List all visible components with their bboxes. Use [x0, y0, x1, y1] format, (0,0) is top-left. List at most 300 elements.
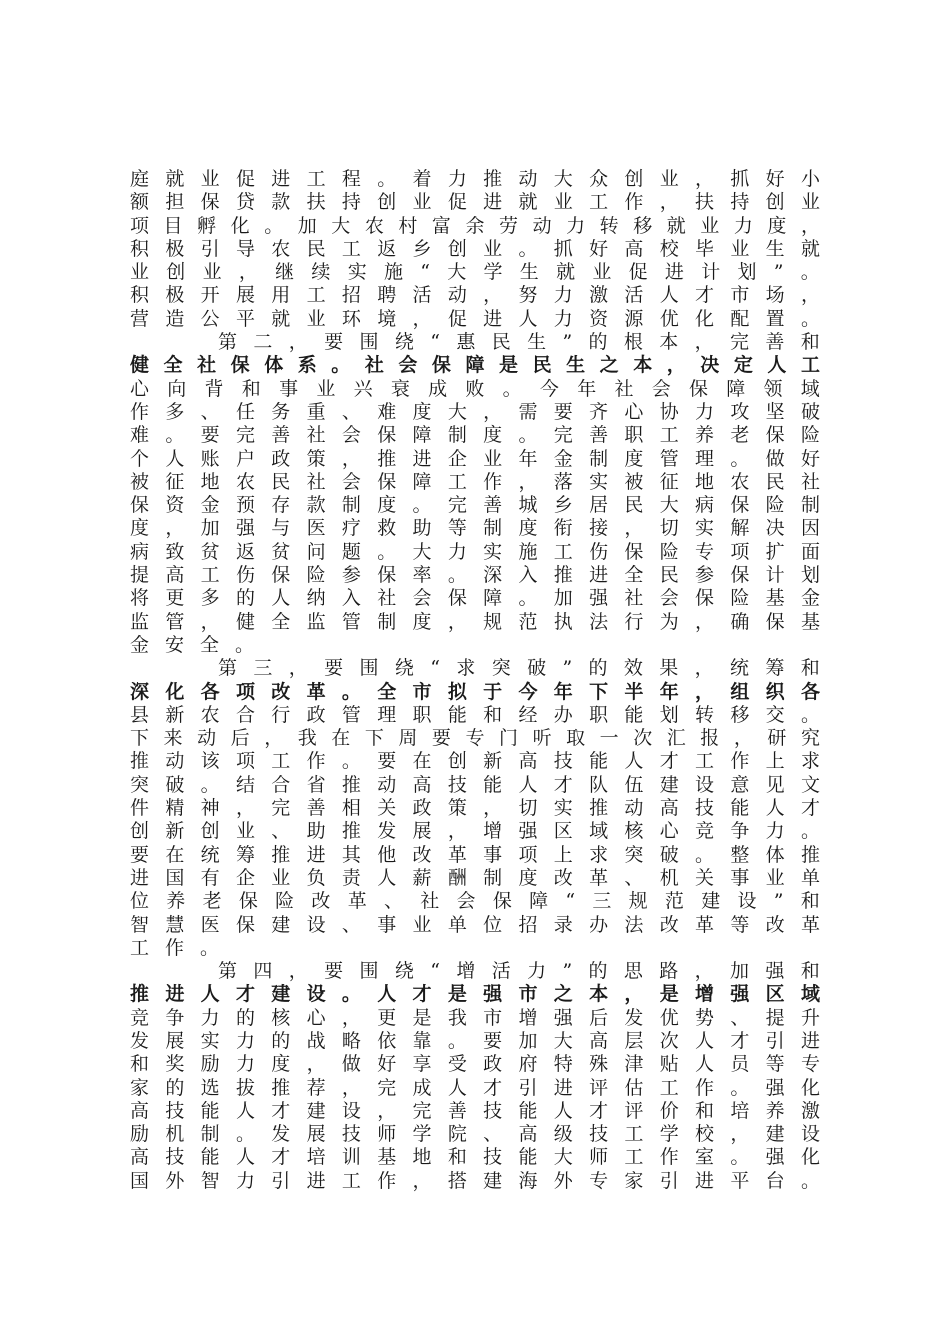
character: 技	[165, 1146, 185, 1169]
character: 本	[633, 354, 653, 377]
character: 健	[130, 354, 150, 377]
character: 改	[412, 843, 432, 866]
character: 的	[271, 1029, 291, 1052]
character: 造	[165, 307, 185, 330]
character: 全	[377, 680, 397, 703]
character: 业	[412, 913, 432, 936]
character: 开	[200, 284, 220, 307]
character: 促	[447, 307, 467, 330]
character: 政	[412, 797, 432, 820]
character: 实	[695, 517, 715, 540]
character: 题	[341, 540, 361, 563]
character: 动	[197, 727, 217, 750]
character: 攻	[730, 400, 750, 423]
character: 保	[730, 494, 750, 517]
character: 整	[730, 843, 750, 866]
character: 继	[275, 261, 295, 284]
character: 体	[264, 354, 284, 377]
character: 工	[341, 1169, 361, 1192]
character: 的	[588, 657, 608, 680]
character: 力	[527, 960, 547, 983]
character: 次	[633, 727, 653, 750]
character: 职	[624, 424, 644, 447]
character: 、	[341, 400, 361, 423]
character: 合	[235, 703, 255, 726]
character: 建	[765, 1123, 785, 1146]
character: 励	[130, 1123, 150, 1146]
character: 促	[235, 168, 255, 190]
character: 度	[412, 400, 432, 423]
character: 单	[447, 913, 467, 936]
character: 能	[200, 1099, 220, 1122]
character: 破	[527, 657, 547, 680]
character: 化	[165, 680, 185, 703]
character: 为	[659, 610, 679, 633]
character: 件	[130, 797, 150, 820]
character: 完	[447, 494, 467, 517]
character: 高	[518, 750, 538, 773]
character: 转	[695, 703, 715, 726]
character: 好	[589, 237, 609, 260]
character: 单	[800, 866, 820, 889]
character: ，	[695, 610, 715, 633]
character: 国	[165, 866, 185, 889]
character: 事	[377, 913, 397, 936]
character: 作	[659, 1146, 679, 1169]
character: 保	[447, 587, 467, 610]
character: 一	[599, 727, 619, 750]
character: 制	[483, 866, 503, 889]
character: 社	[197, 354, 217, 377]
character: 突	[624, 843, 644, 866]
character: 抓	[730, 168, 750, 190]
character: ，	[264, 727, 284, 750]
character: 意	[730, 773, 750, 796]
character: 进	[589, 564, 609, 587]
character: 设	[800, 1123, 820, 1146]
character: 贴	[659, 1053, 679, 1076]
character: 度	[412, 610, 432, 633]
character: 。	[331, 354, 351, 377]
character: ，	[288, 657, 308, 680]
character: 核	[271, 1006, 291, 1029]
character: 培	[306, 1146, 326, 1169]
character: 做	[765, 447, 785, 470]
character: 技	[553, 750, 573, 773]
character: 管	[341, 610, 361, 633]
character: 需	[518, 400, 538, 423]
character: 完	[730, 331, 750, 354]
character: 任	[235, 400, 255, 423]
character: 业	[412, 191, 432, 214]
text-line	[130, 727, 820, 750]
character: 扩	[765, 540, 785, 563]
paragraph-heading-line	[130, 657, 820, 680]
character: 策	[447, 797, 467, 820]
character: 就	[800, 237, 820, 260]
character: 保	[730, 564, 750, 587]
character: 交	[765, 703, 785, 726]
character: 。	[200, 936, 220, 959]
character: ，	[694, 960, 714, 983]
character: 技	[695, 797, 715, 820]
character: 。	[341, 750, 361, 773]
character: “	[430, 331, 440, 354]
character: 今	[518, 680, 538, 703]
character: 本	[659, 331, 679, 354]
character: 促	[447, 191, 467, 214]
character: 展	[235, 284, 255, 307]
text-line	[130, 750, 820, 773]
character: 、	[383, 890, 403, 913]
character: 结	[235, 773, 255, 796]
character: 导	[235, 237, 255, 260]
character: 生	[765, 237, 785, 260]
character: 制	[800, 494, 820, 517]
character: 改	[553, 866, 573, 889]
character: 度	[518, 866, 538, 889]
character: ，	[730, 1123, 750, 1146]
character: 场	[765, 284, 785, 307]
character: 关	[695, 866, 715, 889]
character: 市	[412, 680, 432, 703]
character: 制	[200, 1123, 220, 1146]
character: 建	[271, 913, 291, 936]
character: 文	[800, 773, 820, 796]
character: 扶	[306, 191, 326, 214]
character: 组	[730, 680, 750, 703]
character: 就	[518, 191, 538, 214]
character: 项	[235, 680, 255, 703]
character: “	[430, 657, 440, 680]
character: 全	[163, 354, 183, 377]
character: ，	[695, 168, 715, 190]
character: 动	[624, 797, 644, 820]
character: 社	[624, 587, 644, 610]
text-line	[130, 284, 820, 307]
character: 强	[483, 983, 503, 1006]
character: 源	[624, 307, 644, 330]
character: 升	[800, 1006, 820, 1029]
character: 人	[553, 1099, 573, 1122]
character: 战	[306, 1029, 326, 1052]
character: 管	[659, 447, 679, 470]
character: 要	[200, 424, 220, 447]
character: 因	[800, 517, 820, 540]
character: 事	[483, 843, 503, 866]
character: 业	[271, 866, 291, 889]
character: 师	[589, 1146, 609, 1169]
character: 相	[341, 797, 361, 820]
character: 破	[165, 773, 185, 796]
character: 项	[130, 214, 150, 237]
character: 贫	[271, 540, 291, 563]
character: 人	[518, 307, 538, 330]
character: 社	[420, 890, 440, 913]
character: 险	[306, 564, 326, 587]
character: 活	[491, 960, 511, 983]
character: 好	[800, 447, 820, 470]
character: 会	[398, 354, 418, 377]
character: 存	[271, 494, 291, 517]
character: 理	[377, 703, 397, 726]
character: 进	[165, 983, 185, 1006]
character: 围	[359, 331, 379, 354]
character: 县	[130, 703, 150, 726]
character: 实	[589, 470, 609, 493]
character: 发	[624, 1006, 644, 1029]
character: 争	[165, 1006, 185, 1029]
character: 人	[765, 797, 785, 820]
character: 社	[377, 587, 397, 610]
character: 力	[200, 1006, 220, 1029]
character: 精	[165, 797, 185, 820]
character: ，	[341, 1076, 361, 1099]
character: 保	[624, 540, 644, 563]
character: 度	[377, 494, 397, 517]
character: 发	[271, 1123, 291, 1146]
character: 返	[235, 540, 255, 563]
character: 大	[412, 540, 432, 563]
character: 大	[553, 168, 573, 190]
character: 革	[347, 890, 367, 913]
character: 安	[165, 633, 185, 656]
character: 提	[130, 564, 150, 587]
character: 民	[659, 564, 679, 587]
character: 统	[200, 843, 220, 866]
character: 工	[659, 424, 679, 447]
character: 额	[130, 191, 150, 214]
character: 的	[235, 1006, 255, 1029]
paragraph-end-line	[130, 937, 820, 960]
character: 能	[447, 703, 467, 726]
character: 度	[518, 517, 538, 540]
character: 进	[800, 1029, 820, 1052]
character: 新	[165, 820, 185, 843]
character: 善	[306, 797, 326, 820]
character: 大	[331, 214, 351, 237]
character: 要	[553, 400, 573, 423]
character: ”	[562, 960, 573, 983]
character: 计	[765, 564, 785, 587]
character: 改	[659, 913, 679, 936]
character: 善	[483, 494, 503, 517]
character: 创	[377, 191, 397, 214]
character: 助	[412, 517, 432, 540]
character: 动	[377, 773, 397, 796]
character: 机	[165, 1123, 185, 1146]
character: 病	[130, 540, 150, 563]
character: 设	[737, 890, 757, 913]
character: 级	[553, 1123, 573, 1146]
text-line	[130, 308, 820, 331]
character: 高	[518, 1123, 538, 1146]
character: 。	[800, 820, 820, 843]
character: ”	[562, 331, 573, 354]
character: 人	[518, 773, 538, 796]
character: 完	[377, 1076, 397, 1099]
character: 的	[235, 587, 255, 610]
character: 乡	[412, 237, 432, 260]
character: 建	[483, 1169, 503, 1192]
character: 切	[518, 797, 538, 820]
character: 区	[765, 983, 785, 1006]
character: 围	[359, 657, 379, 680]
character: 大	[659, 494, 679, 517]
character: 职	[589, 703, 609, 726]
character: 报	[700, 727, 720, 750]
character: 实	[553, 797, 573, 820]
character: 要	[324, 657, 344, 680]
character: 政	[271, 447, 291, 470]
character: 根	[623, 331, 643, 354]
character: 全	[271, 610, 291, 633]
character: 更	[165, 587, 185, 610]
character: 企	[235, 866, 255, 889]
character: 地	[412, 1146, 432, 1169]
character: 加	[553, 587, 573, 610]
character: 。	[730, 1076, 750, 1099]
text-line	[130, 354, 820, 377]
character: 齐	[589, 400, 609, 423]
character: 、	[483, 1123, 503, 1146]
character: 加	[297, 214, 317, 237]
character: 和	[241, 377, 261, 400]
character: 高	[130, 1146, 150, 1169]
character: 制	[377, 610, 397, 633]
character: 贫	[200, 540, 220, 563]
character: 外	[553, 1169, 573, 1192]
character: 项	[518, 843, 538, 866]
character: 参	[695, 564, 715, 587]
text-line	[130, 867, 820, 890]
character: 后	[230, 727, 250, 750]
character: 创	[200, 820, 220, 843]
character: 筹	[235, 843, 255, 866]
character: ，	[694, 657, 714, 680]
character: 大	[447, 261, 467, 284]
character: 是	[447, 983, 467, 1006]
character: 招	[341, 284, 361, 307]
character: 度	[624, 447, 644, 470]
character: 行	[624, 610, 644, 633]
character: 推	[377, 447, 397, 470]
character: 积	[130, 237, 150, 260]
character: 向	[167, 377, 187, 400]
character: 家	[130, 1076, 150, 1099]
character: 汇	[666, 727, 686, 750]
character: 度	[271, 1053, 291, 1076]
character: 技	[483, 1099, 503, 1122]
character: 能	[518, 1099, 538, 1122]
text-line	[130, 1123, 820, 1146]
character: 。	[235, 1123, 255, 1146]
character: 全	[200, 633, 220, 656]
character: 才	[235, 983, 255, 1006]
character: 险	[800, 424, 820, 447]
character: ，	[412, 307, 432, 330]
character: 善	[271, 424, 291, 447]
character: 年	[577, 377, 597, 400]
character: 背	[204, 377, 224, 400]
character: 生	[519, 261, 539, 284]
character: 是	[659, 983, 679, 1006]
character: 监	[130, 610, 150, 633]
character: 更	[377, 1006, 397, 1029]
character: 改	[271, 680, 291, 703]
character: 养	[695, 424, 715, 447]
character: 他	[377, 843, 397, 866]
character: 进	[664, 261, 684, 284]
character: 制	[447, 424, 467, 447]
character: 才	[589, 1099, 609, 1122]
character: 策	[306, 447, 326, 470]
text-line	[130, 797, 820, 820]
character: 薪	[412, 866, 432, 889]
character: 完	[271, 797, 291, 820]
character: 程	[341, 168, 361, 190]
character: 区	[553, 820, 573, 843]
character: 推	[130, 750, 150, 773]
character: 上	[553, 843, 573, 866]
character: 业	[700, 214, 720, 237]
character: 推	[271, 1076, 291, 1099]
character: 民	[532, 354, 552, 377]
character: 众	[589, 168, 609, 190]
character: 织	[765, 680, 785, 703]
character: 效	[623, 657, 643, 680]
character: 农	[364, 214, 384, 237]
character: 。	[800, 307, 820, 330]
character: 特	[553, 1053, 573, 1076]
character: 个	[130, 447, 150, 470]
character: ，	[694, 331, 714, 354]
character: 进	[271, 168, 291, 190]
character: 力	[566, 214, 586, 237]
character: 要	[483, 1029, 503, 1052]
character: 第	[218, 960, 238, 983]
character: 企	[447, 447, 467, 470]
character: 作	[624, 191, 644, 214]
character: 校	[659, 237, 679, 260]
character: 人	[624, 750, 644, 773]
character: 务	[271, 400, 291, 423]
character: 强	[518, 820, 538, 843]
character: 荐	[306, 1076, 326, 1099]
character: 果	[659, 657, 679, 680]
character: 余	[465, 214, 485, 237]
character: 进	[130, 866, 150, 889]
character: 抓	[553, 237, 573, 260]
character: 实	[200, 1029, 220, 1052]
character: 移	[730, 703, 750, 726]
character: 高	[589, 1029, 609, 1052]
character: 力	[447, 168, 467, 190]
character: 业	[592, 261, 612, 284]
character: 要	[377, 750, 397, 773]
character: 作	[165, 936, 185, 959]
character: 改	[311, 890, 331, 913]
character: 酬	[447, 866, 467, 889]
character: 账	[200, 447, 220, 470]
character: 高	[165, 564, 185, 587]
text-line	[130, 983, 820, 1006]
character: 才	[659, 750, 679, 773]
character: 推	[341, 820, 361, 843]
character: 革	[589, 866, 609, 889]
character: 录	[553, 913, 573, 936]
character: 化	[230, 214, 250, 237]
